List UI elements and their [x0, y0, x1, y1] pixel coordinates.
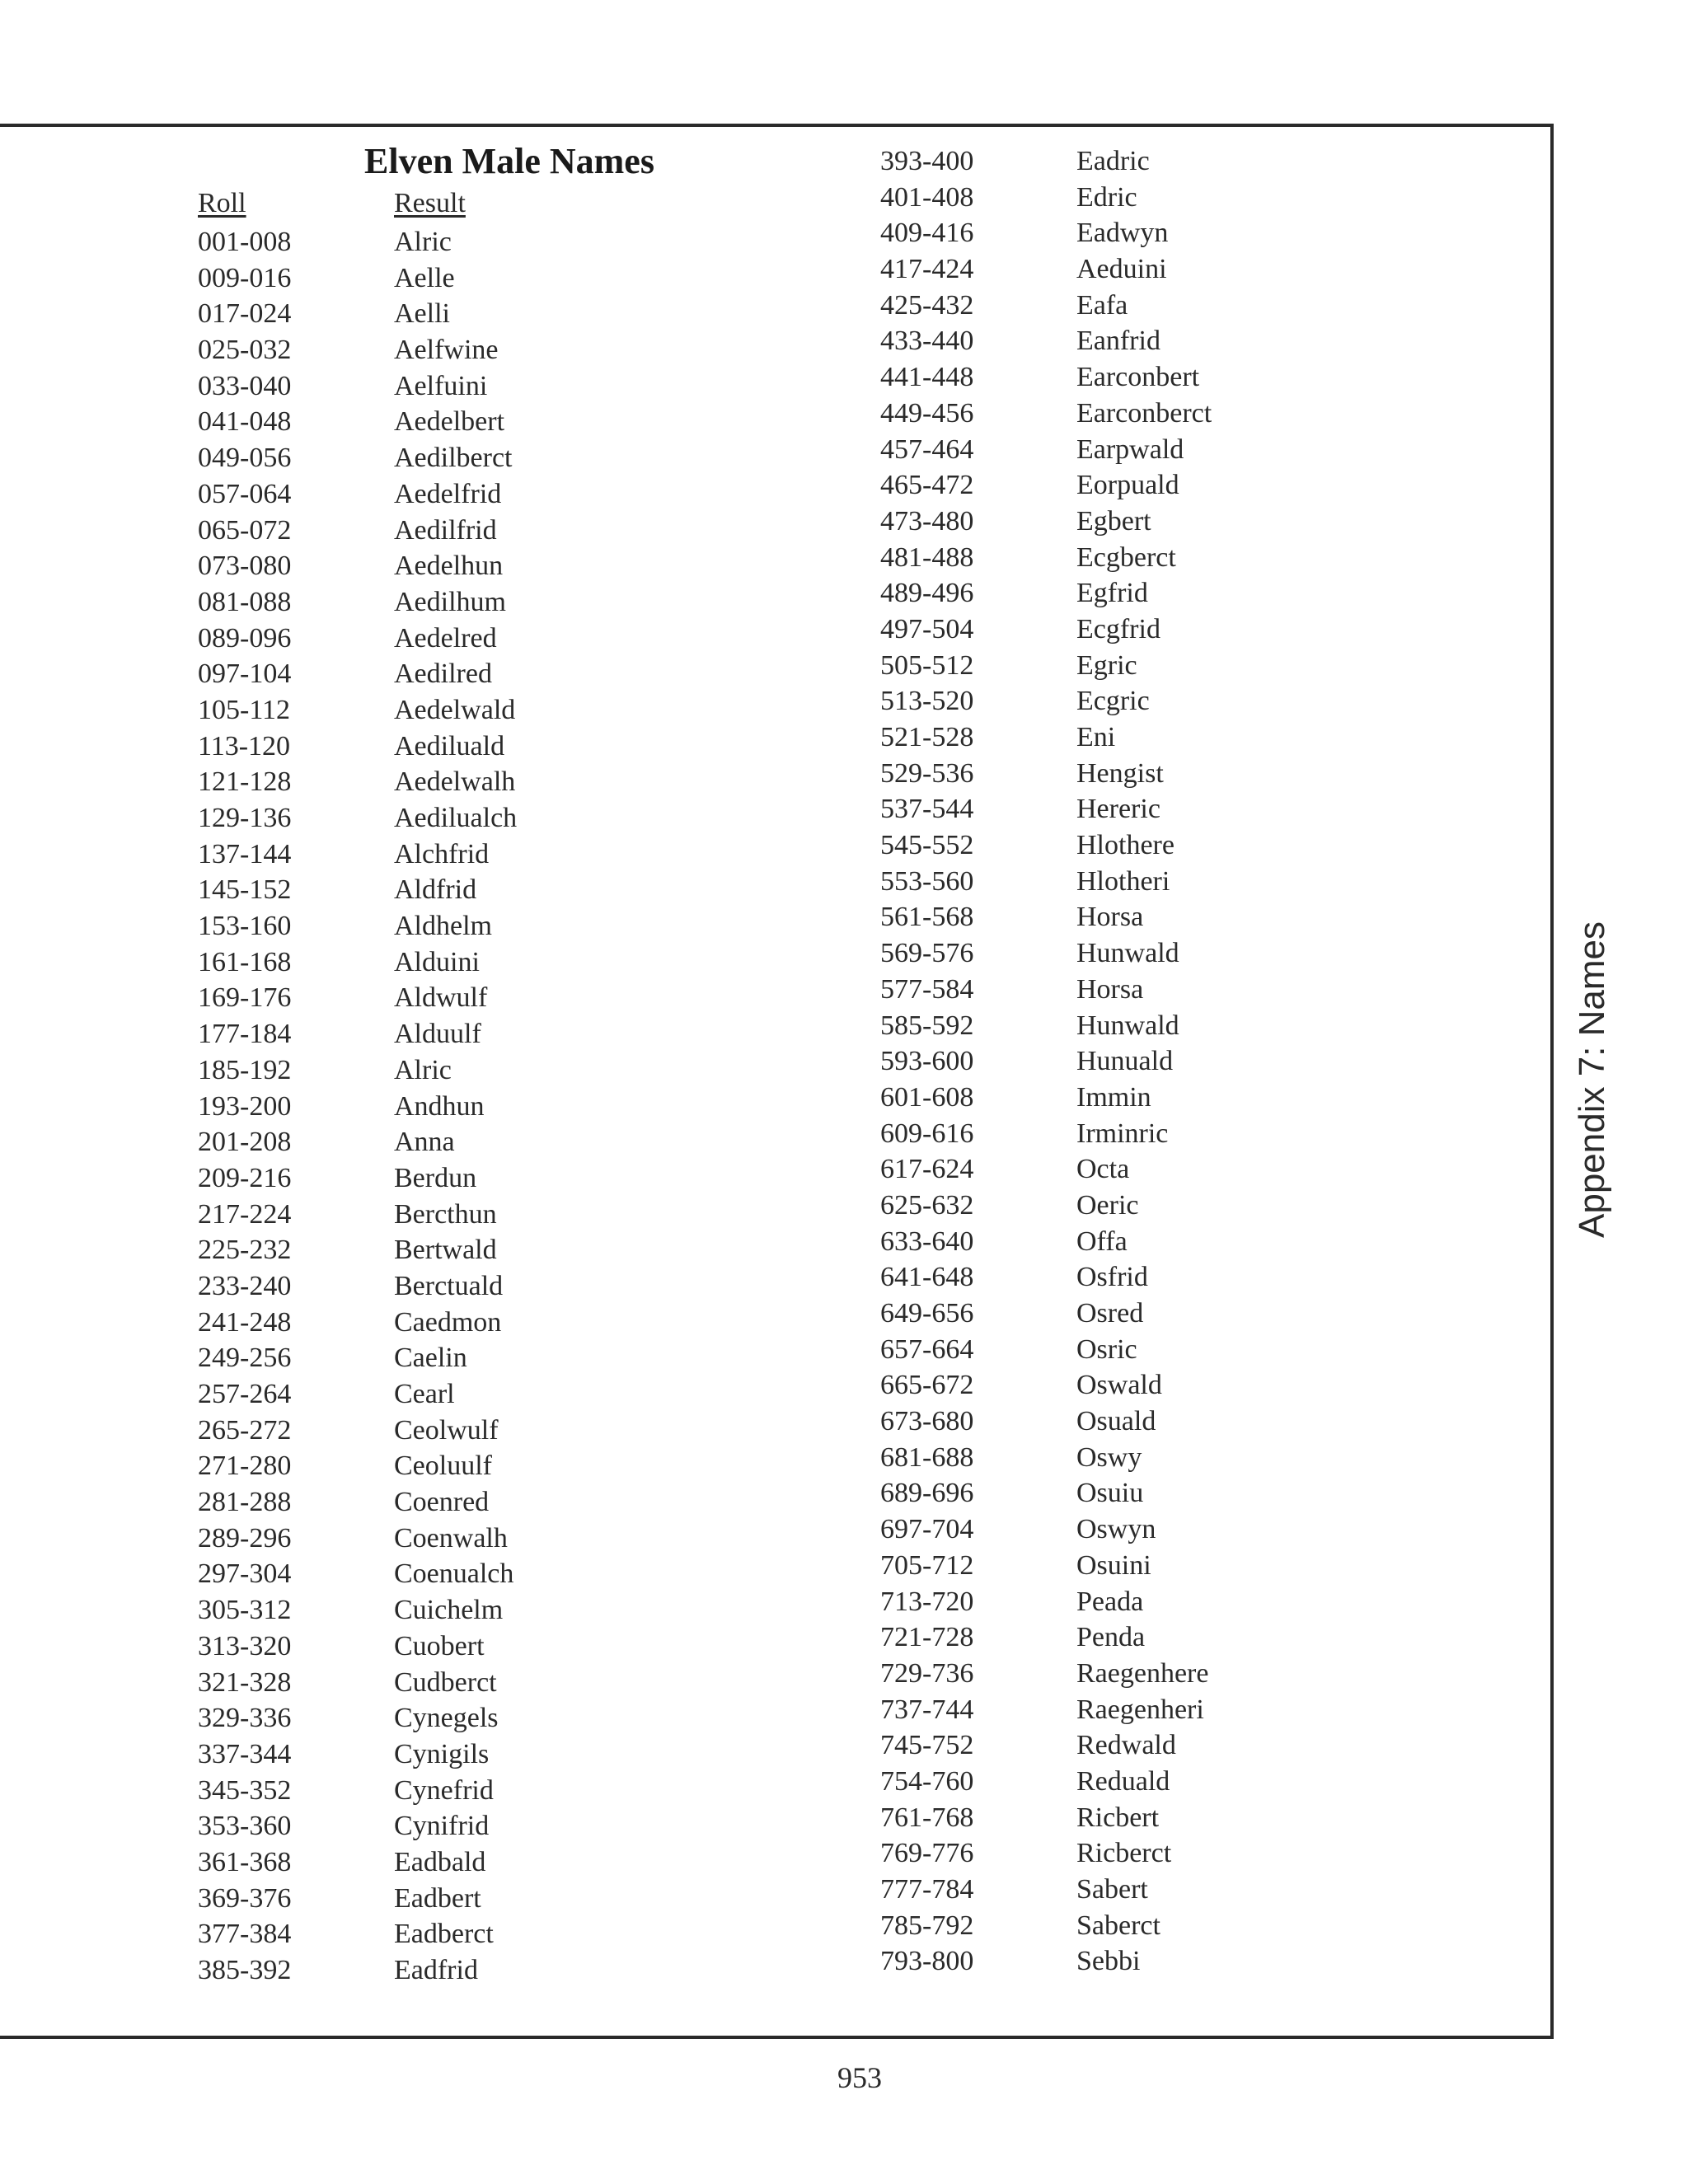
elven-name: Bertwald: [394, 1235, 497, 1266]
roll-range: 041-048: [198, 406, 292, 438]
roll-range: 417-424: [880, 254, 974, 285]
roll-range: 481-488: [880, 541, 974, 573]
elven-name: Aelli: [394, 298, 450, 330]
elven-name: Eadwyn: [1076, 218, 1169, 249]
roll-range: 161-168: [198, 946, 292, 977]
elven-name: Cynigils: [394, 1738, 490, 1769]
elven-name: Ricberct: [1076, 1838, 1172, 1869]
elven-name: Eadberct: [394, 1919, 494, 1950]
elven-name: Sebbi: [1076, 1946, 1141, 1977]
elven-name: Eadfrid: [394, 1955, 478, 1985]
roll-range: 009-016: [198, 262, 292, 293]
roll-range: 353-360: [198, 1811, 292, 1842]
roll-range: 289-296: [198, 1522, 292, 1554]
roll-range: 673-680: [880, 1406, 974, 1437]
roll-range: 105-112: [198, 694, 291, 725]
roll-range: 593-600: [880, 1046, 974, 1077]
elven-name: Ecgberct: [1076, 541, 1176, 573]
roll-range: 129-136: [198, 803, 292, 833]
roll-range: 521-528: [880, 722, 974, 752]
elven-name: Cynifrid: [394, 1811, 490, 1842]
elven-name: Alchfrid: [394, 838, 490, 869]
roll-range: 281-288: [198, 1487, 292, 1518]
elven-name: Aldfrid: [394, 874, 477, 906]
elven-name: Cearl: [394, 1379, 455, 1409]
roll-range: 369-376: [198, 1882, 292, 1914]
elven-name: Osred: [1076, 1298, 1144, 1329]
elven-name: Osuini: [1076, 1549, 1151, 1581]
roll-range: 097-104: [198, 658, 292, 690]
elven-name: Aldhelm: [394, 911, 492, 942]
roll-range: 785-792: [880, 1910, 974, 1941]
roll-range: 537-544: [880, 794, 974, 825]
elven-name: Osric: [1076, 1333, 1137, 1365]
elven-name: Oswy: [1076, 1441, 1142, 1473]
roll-range: 177-184: [198, 1019, 292, 1050]
elven-name: Aedelwald: [394, 694, 516, 725]
elven-name: Aedilualch: [394, 803, 518, 833]
roll-range: 393-400: [880, 146, 974, 176]
elven-name: Anna: [394, 1127, 455, 1158]
elven-name: Ceolwulf: [394, 1414, 499, 1446]
roll-range: 297-304: [198, 1558, 292, 1590]
elven-name: Alduulf: [394, 1019, 481, 1050]
elven-name: Eafa: [1076, 289, 1128, 321]
elven-name: Egbert: [1076, 505, 1151, 537]
roll-range: 089-096: [198, 622, 292, 654]
elven-name: Oeric: [1076, 1189, 1139, 1221]
elven-name: Aedilberct: [394, 443, 513, 474]
elven-name: Hlotheri: [1076, 865, 1170, 897]
roll-range: 185-192: [198, 1054, 292, 1085]
elven-name: Coenwalh: [394, 1522, 508, 1554]
elven-name: Earpwald: [1076, 434, 1184, 465]
roll-range: 497-504: [880, 613, 974, 644]
roll-range: 737-744: [880, 1694, 974, 1725]
roll-range: 777-784: [880, 1874, 974, 1905]
elven-name: Alric: [394, 1054, 452, 1085]
roll-range: 489-496: [880, 578, 974, 609]
roll-range: 713-720: [880, 1586, 974, 1617]
roll-range: 081-088: [198, 586, 292, 617]
elven-name: Andhun: [394, 1090, 485, 1122]
roll-range: 345-352: [198, 1774, 292, 1806]
elven-name: Aedelfrid: [394, 478, 502, 509]
elven-name: Aedilred: [394, 658, 492, 690]
roll-range: 457-464: [880, 434, 974, 465]
roll-range: 625-632: [880, 1189, 974, 1221]
elven-name: Aediluald: [394, 730, 505, 762]
elven-name: Aedilhum: [394, 586, 506, 617]
roll-range: 681-688: [880, 1441, 974, 1473]
elven-name: Aedelbert: [394, 406, 505, 438]
roll-range: 233-240: [198, 1270, 292, 1301]
elven-name: Aedilfrid: [394, 514, 497, 546]
elven-name: Caelin: [394, 1343, 467, 1374]
roll-range: 754-760: [880, 1765, 974, 1797]
elven-name: Hengist: [1076, 757, 1164, 789]
elven-name: Eadbald: [394, 1846, 486, 1877]
elven-name: Cuobert: [394, 1630, 485, 1661]
roll-range: 073-080: [198, 551, 292, 582]
elven-name: Bercthun: [394, 1198, 497, 1230]
roll-range: 201-208: [198, 1127, 292, 1158]
elven-name: Earconberct: [1076, 397, 1212, 429]
elven-name: Reduald: [1076, 1765, 1170, 1797]
roll-range: 641-648: [880, 1262, 974, 1293]
roll-range: 633-640: [880, 1226, 974, 1257]
elven-name: Cudberct: [394, 1666, 497, 1698]
elven-name: Hunwald: [1076, 1010, 1179, 1041]
roll-range: 529-536: [880, 757, 974, 789]
roll-range: 017-024: [198, 298, 292, 330]
elven-name: Ricbert: [1076, 1802, 1160, 1833]
elven-name: Horsa: [1076, 902, 1144, 933]
roll-range: 337-344: [198, 1738, 292, 1769]
roll-range: 025-032: [198, 335, 292, 366]
roll-range: 425-432: [880, 289, 974, 321]
elven-name: Eanfrid: [1076, 326, 1160, 357]
elven-name: Aelfuini: [394, 370, 488, 401]
roll-range: 553-560: [880, 865, 974, 897]
roll-range: 441-448: [880, 362, 974, 393]
elven-name: Coenred: [394, 1487, 490, 1518]
elven-name: Edric: [1076, 181, 1137, 213]
roll-range: 153-160: [198, 911, 292, 942]
elven-name: Hunwald: [1076, 938, 1179, 969]
roll-range: 617-624: [880, 1154, 974, 1185]
elven-name: Ecgfrid: [1076, 613, 1160, 644]
roll-range: 601-608: [880, 1081, 974, 1113]
roll-range: 465-472: [880, 470, 974, 501]
roll-range: 401-408: [880, 181, 974, 213]
roll-range: 145-152: [198, 874, 292, 906]
elven-name: Eadbert: [394, 1882, 481, 1914]
roll-range: 649-656: [880, 1298, 974, 1329]
roll-range: 033-040: [198, 370, 292, 401]
result-column-header: Result: [394, 188, 466, 218]
elven-name: Osuiu: [1076, 1478, 1144, 1509]
roll-range: 257-264: [198, 1379, 292, 1409]
elven-name: Eadric: [1076, 146, 1150, 176]
elven-name: Cynegels: [394, 1703, 499, 1734]
roll-range: 729-736: [880, 1657, 974, 1689]
elven-name: Raegenhere: [1076, 1657, 1209, 1689]
roll-range: 225-232: [198, 1235, 292, 1266]
elven-name: Raegenheri: [1076, 1694, 1204, 1725]
elven-name: Berdun: [394, 1162, 477, 1193]
roll-range: 049-056: [198, 443, 292, 474]
elven-name: Egfrid: [1076, 578, 1148, 609]
page-number: 953: [837, 2061, 882, 2094]
roll-range: 761-768: [880, 1802, 974, 1833]
elven-name: Cuichelm: [394, 1595, 504, 1626]
elven-name: Hunuald: [1076, 1046, 1174, 1077]
roll-range: 561-568: [880, 902, 974, 933]
roll-range: 577-584: [880, 973, 974, 1005]
elven-name: Penda: [1076, 1622, 1146, 1653]
elven-name: Osuald: [1076, 1406, 1156, 1437]
elven-name: Aedelred: [394, 622, 497, 654]
elven-name: Aedelhun: [394, 551, 504, 582]
elven-name: Caedmon: [394, 1306, 502, 1338]
elven-name: Saberct: [1076, 1910, 1160, 1941]
roll-range: 505-512: [880, 649, 974, 681]
elven-name: Earconbert: [1076, 362, 1200, 393]
elven-name: Berctuald: [394, 1270, 504, 1301]
roll-range: 321-328: [198, 1666, 292, 1698]
elven-name: Eorpuald: [1076, 470, 1179, 501]
elven-name: Alduini: [394, 946, 480, 977]
roll-range: 705-712: [880, 1549, 974, 1581]
roll-range: 545-552: [880, 830, 974, 861]
roll-range: 313-320: [198, 1630, 292, 1661]
roll-range: 169-176: [198, 982, 292, 1014]
elven-name: Aeduini: [1076, 254, 1167, 285]
elven-name: Peada: [1076, 1586, 1144, 1617]
roll-range: 409-416: [880, 218, 974, 249]
roll-range: 473-480: [880, 505, 974, 537]
elven-name: Horsa: [1076, 973, 1144, 1005]
roll-range: 697-704: [880, 1514, 974, 1545]
roll-range: 271-280: [198, 1451, 292, 1482]
roll-range: 241-248: [198, 1306, 292, 1338]
elven-name: Cynefrid: [394, 1774, 494, 1806]
elven-name: Immin: [1076, 1081, 1151, 1113]
roll-range: 769-776: [880, 1838, 974, 1869]
roll-range: 585-592: [880, 1010, 974, 1041]
roll-range: 569-576: [880, 938, 974, 969]
elven-name: Hlothere: [1076, 830, 1175, 861]
roll-range: 449-456: [880, 397, 974, 429]
table-title: Elven Male Names: [364, 141, 654, 181]
elven-name: Aelfwine: [394, 335, 499, 366]
roll-range: 217-224: [198, 1198, 292, 1230]
elven-name: Alric: [394, 227, 452, 257]
elven-name: Eni: [1076, 722, 1116, 752]
elven-name: Redwald: [1076, 1730, 1176, 1761]
elven-name: Hereric: [1076, 794, 1160, 825]
roll-range: 377-384: [198, 1919, 292, 1950]
roll-range: 513-520: [880, 686, 974, 717]
roll-range: 689-696: [880, 1478, 974, 1509]
roll-range: 609-616: [880, 1118, 974, 1149]
roll-range: 249-256: [198, 1343, 292, 1374]
roll-range: 137-144: [198, 838, 292, 869]
roll-range: 057-064: [198, 478, 292, 509]
roll-range: 745-752: [880, 1730, 974, 1761]
roll-range: 209-216: [198, 1162, 292, 1193]
elven-name: Oswald: [1076, 1370, 1162, 1401]
roll-range: 665-672: [880, 1370, 974, 1401]
roll-range: 329-336: [198, 1703, 292, 1734]
roll-range: 721-728: [880, 1622, 974, 1653]
roll-range: 657-664: [880, 1333, 974, 1365]
elven-name: Ecgric: [1076, 686, 1150, 717]
elven-name: Oswyn: [1076, 1514, 1156, 1545]
elven-name: Offa: [1076, 1226, 1128, 1257]
elven-name: Egric: [1076, 649, 1137, 681]
roll-range: 113-120: [198, 730, 291, 762]
roll-range: 305-312: [198, 1595, 292, 1626]
appendix-side-label: Appendix 7: Names: [1572, 921, 1612, 1238]
elven-name: Sabert: [1076, 1874, 1148, 1905]
roll-range: 433-440: [880, 326, 974, 357]
elven-name: Osfrid: [1076, 1262, 1148, 1293]
elven-name: Irminric: [1076, 1118, 1169, 1149]
elven-name: Octa: [1076, 1154, 1130, 1185]
roll-range: 121-128: [198, 766, 292, 798]
elven-name: Aelle: [394, 262, 455, 293]
elven-name: Aedelwalh: [394, 766, 516, 798]
roll-range: 265-272: [198, 1414, 292, 1446]
roll-range: 361-368: [198, 1846, 292, 1877]
roll-range: 385-392: [198, 1955, 292, 1985]
roll-column-header: Roll: [198, 188, 246, 218]
roll-range: 065-072: [198, 514, 292, 546]
elven-name: Aldwulf: [394, 982, 488, 1014]
roll-range: 001-008: [198, 227, 292, 257]
roll-range: 793-800: [880, 1946, 974, 1977]
elven-name: Coenualch: [394, 1558, 514, 1590]
elven-name: Ceoluulf: [394, 1451, 492, 1482]
roll-range: 193-200: [198, 1090, 292, 1122]
